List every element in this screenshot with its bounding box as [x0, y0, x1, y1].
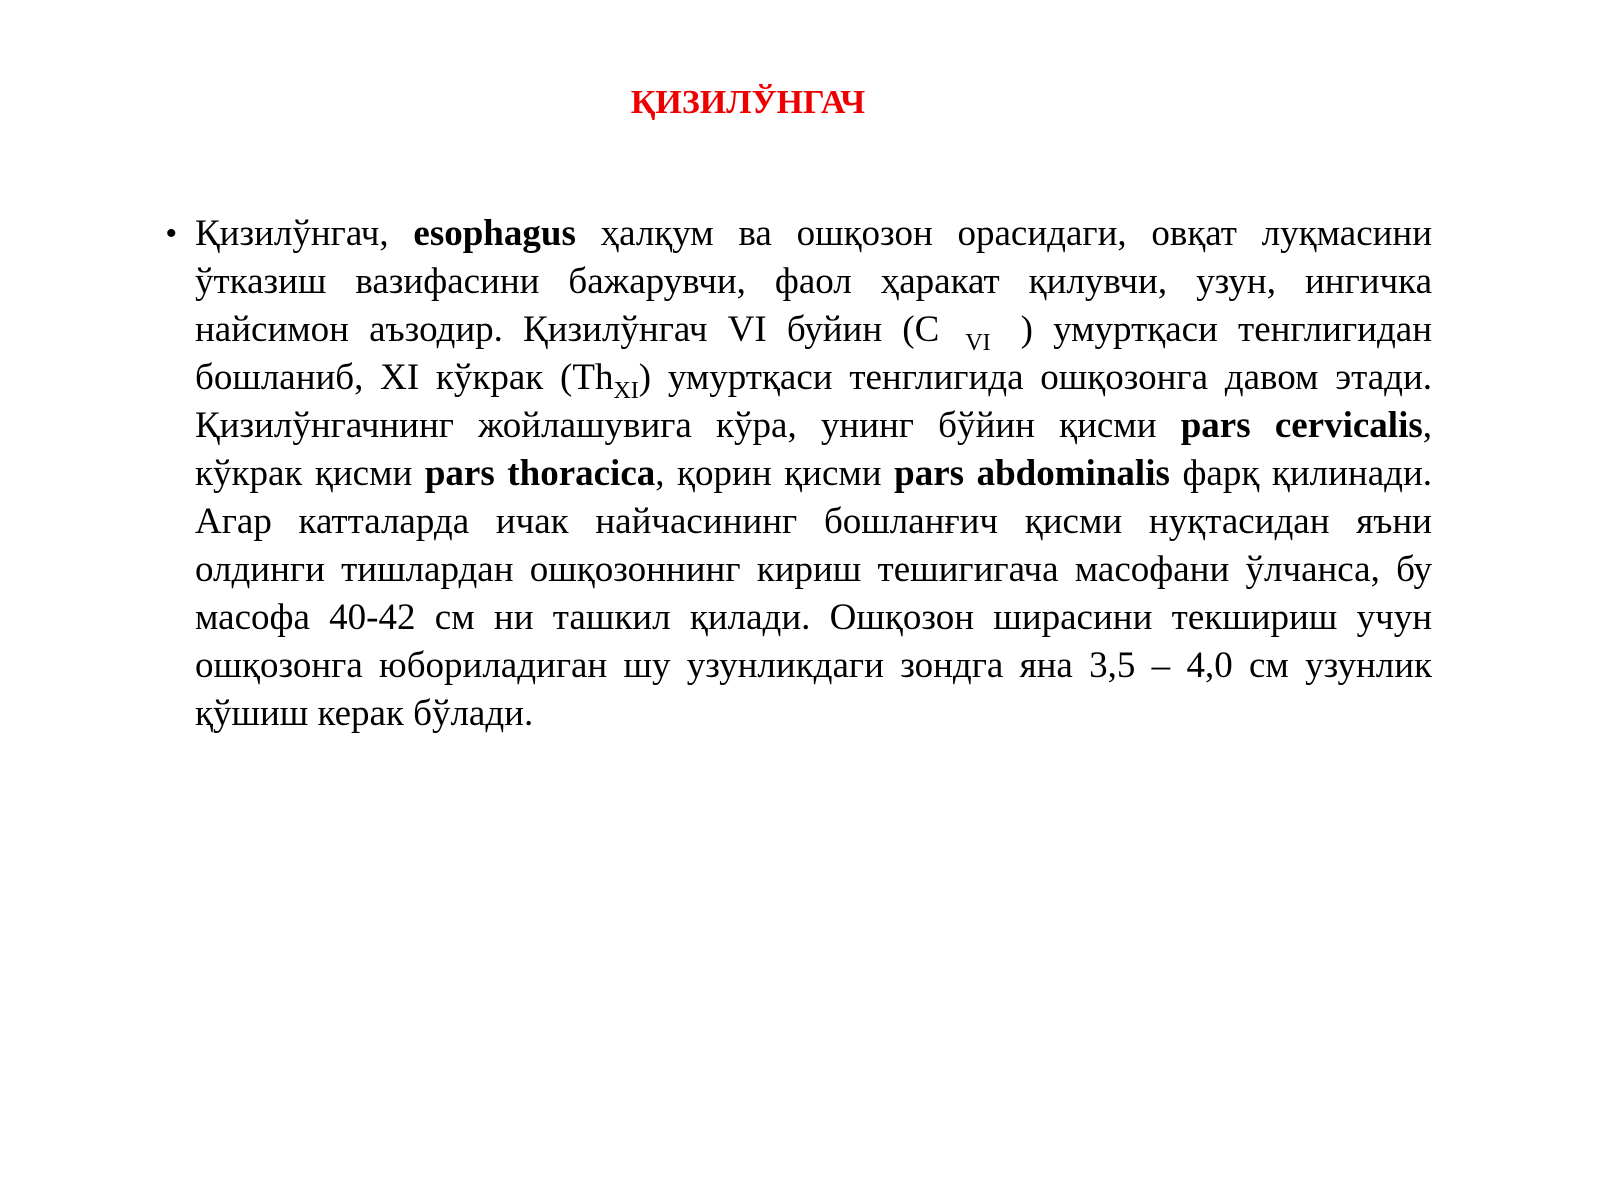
text-segment: , кўкрак қисми [195, 405, 1432, 494]
term-esophagus: esophagus [413, 213, 576, 254]
text-segment: фарқ қилинади. Агар катталарда ичак найчасининг бошланғич қисми нуқтасидан яъни олдинги тишлардан ошқозоннинг кириш тешигигача масофани ўлчанса, бу масофа 40-42 см ни ташкил қилади. Ошқозон ширасини текшириш учун ошқозонга юбориладиган шу узунликдаги зондга яна 3,5 – 4,0 см узунлик қўшиш керак бўлади. [195, 453, 1432, 734]
text-segment: , қорин қисми [655, 453, 882, 494]
term-pars-abdominalis: pars abdominalis [894, 453, 1170, 494]
term-pars-thoracica: pars thoracica [424, 453, 656, 494]
bullet-marker: • [166, 217, 177, 250]
text-segment: ) умуртқаси тенглигида ошқозонга давом этади. Қизилўнгачнинг жойлашувига кўра, унинг бўйин қисми [195, 357, 1432, 446]
bullet-list [160, 210, 1432, 738]
slide-title: ҚИЗИЛЎНГАЧ [630, 84, 866, 121]
term-pars-cervicalis: pars cervicalis [1180, 405, 1423, 446]
subscript-xi: XI [613, 378, 639, 404]
text-segment: ) умуртқаси тенглигидан бошланиб, XI кўкрак (Th [195, 309, 1433, 398]
bullet-item: • Қизилўнгач, esophagus ҳалқум ва ошқозон орасидаги, овқат луқмасини ўтказиш вазифасини бажарувчи, фаол ҳаракат қилувчи, узун, ингичка найсимон аъзодир. Қизилўнгач VI буйин (C VI ) умуртқаси тенглигидан бошланиб, XI кўкрак $(Th_{XI})$ умуртқаси тенглигида ошқозонга давом этади. Қизилўнгачнинг жойлашувига кўра, унинг бўйин қисми pars cervicalis, кўкрак қисми pars thoracica, қорин қисми pars abdominalis фарқ қилинади. Агар катталарда ичак найчасининг бошланғич қисми нуқтасидан яъни олдинги тишлардан ошқозоннинг кириш тешигигача масофани ўлчанса, бу масофа 40-42 см ни ташкил қилади. Ошқозон ширасини текшириш учун ошқозонга юбориладиган шу узунликдаги зондга яна 3,5 – 4,0 см узунлик қўшиш керак бўлади. [160, 210, 1432, 738]
text-segment: ҳалқум ва ошқозон орасидаги, овқат луқмасини ўтказиш вазифасини бажарувчи, фаол ҳаракат қилувчи, узун, ингичка найсимон аъзодир. Қизилўнгач VI буйин (C [195, 213, 1433, 350]
text-segment: Қизилўнгач, [195, 213, 389, 254]
